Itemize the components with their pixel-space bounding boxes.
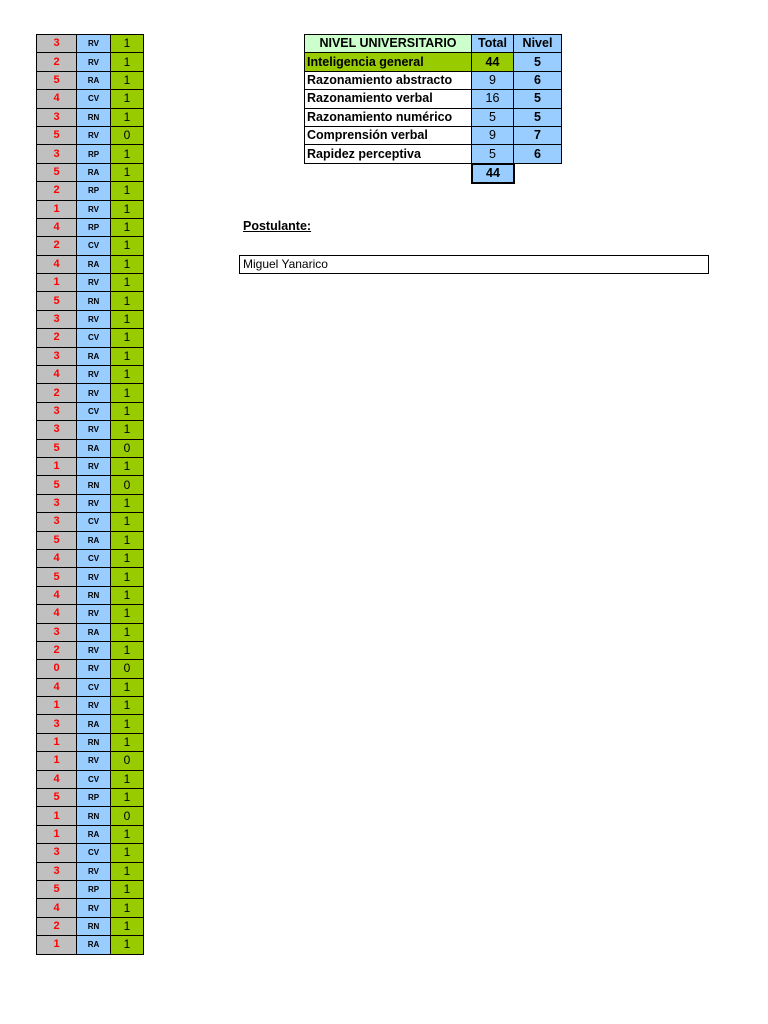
category-cell[interactable]: RV: [77, 862, 111, 880]
points-cell[interactable]: 1: [111, 568, 144, 586]
points-cell[interactable]: 1: [111, 733, 144, 751]
points-cell[interactable]: 0: [111, 807, 144, 825]
answer-cell[interactable]: 5: [37, 476, 77, 494]
points-cell[interactable]: 1: [111, 678, 144, 696]
answer-row: [37, 292, 144, 310]
category-cell[interactable]: RV: [77, 126, 111, 144]
summary-table: [304, 34, 562, 164]
answer-cell[interactable]: 3: [37, 35, 77, 53]
category-cell[interactable]: RN: [77, 476, 111, 494]
points-cell[interactable]: 1: [111, 586, 144, 604]
summary-row-label[interactable]: Razonamiento abstracto: [305, 71, 472, 89]
answer-cell[interactable]: 3: [37, 715, 77, 733]
category-cell[interactable]: CV: [77, 329, 111, 347]
answer-row: [37, 218, 144, 236]
points-cell[interactable]: 1: [111, 513, 144, 531]
answer-row: [37, 439, 144, 457]
points-cell[interactable]: 1: [111, 917, 144, 935]
points-cell[interactable]: 1: [111, 384, 144, 402]
summary-row-total[interactable]: 9: [472, 126, 514, 144]
answer-cell[interactable]: 2: [37, 917, 77, 935]
answer-cell[interactable]: 0: [37, 660, 77, 678]
points-cell[interactable]: 1: [111, 218, 144, 236]
points-cell[interactable]: 1: [111, 310, 144, 328]
answer-row: [37, 605, 144, 623]
points-cell[interactable]: 1: [111, 880, 144, 898]
answer-row: [37, 384, 144, 402]
category-cell[interactable]: RV: [77, 35, 111, 53]
summary-row-label[interactable]: Razonamiento verbal: [305, 90, 472, 108]
category-cell[interactable]: CV: [77, 90, 111, 108]
category-cell[interactable]: RA: [77, 71, 111, 89]
points-cell[interactable]: 1: [111, 605, 144, 623]
points-cell[interactable]: 1: [111, 862, 144, 880]
points-cell[interactable]: 1: [111, 274, 144, 292]
answer-row: [37, 71, 144, 89]
summary-row-nivel[interactable]: 6: [514, 71, 562, 89]
answer-cell[interactable]: 3: [37, 145, 77, 163]
points-cell[interactable]: 1: [111, 35, 144, 53]
answer-cell[interactable]: 3: [37, 623, 77, 641]
answer-cell[interactable]: 2: [37, 329, 77, 347]
answer-cell[interactable]: 3: [37, 421, 77, 439]
summary-row-nivel[interactable]: 5: [514, 108, 562, 126]
points-cell[interactable]: 1: [111, 531, 144, 549]
answer-cell[interactable]: 3: [37, 108, 77, 126]
answer-row: [37, 549, 144, 567]
answer-row: [37, 145, 144, 163]
answer-cell[interactable]: 1: [37, 733, 77, 751]
answer-row: [37, 844, 144, 862]
summary-row: [305, 90, 562, 108]
category-cell[interactable]: CV: [77, 770, 111, 788]
category-cell[interactable]: RV: [77, 274, 111, 292]
answer-cell[interactable]: 2: [37, 384, 77, 402]
answer-row: [37, 862, 144, 880]
answer-row: [37, 402, 144, 420]
answer-row: [37, 476, 144, 494]
points-cell[interactable]: 1: [111, 421, 144, 439]
answer-cell[interactable]: 3: [37, 310, 77, 328]
answer-cell[interactable]: 4: [37, 549, 77, 567]
category-cell[interactable]: RA: [77, 623, 111, 641]
category-cell[interactable]: RV: [77, 421, 111, 439]
points-cell[interactable]: 0: [111, 752, 144, 770]
answer-row: [37, 366, 144, 384]
category-cell[interactable]: RP: [77, 789, 111, 807]
answer-row: [37, 200, 144, 218]
points-cell[interactable]: 1: [111, 789, 144, 807]
answer-cell[interactable]: 4: [37, 605, 77, 623]
answer-row: [37, 770, 144, 788]
answer-row: [37, 513, 144, 531]
category-cell[interactable]: RN: [77, 733, 111, 751]
category-cell[interactable]: RV: [77, 366, 111, 384]
points-cell[interactable]: 1: [111, 255, 144, 273]
answer-row: [37, 697, 144, 715]
category-cell[interactable]: RV: [77, 605, 111, 623]
category-cell[interactable]: CV: [77, 237, 111, 255]
answer-cell[interactable]: 2: [37, 641, 77, 659]
category-cell[interactable]: RV: [77, 568, 111, 586]
summary-row-label[interactable]: Comprensión verbal: [305, 126, 472, 144]
answer-cell[interactable]: 5: [37, 568, 77, 586]
category-cell[interactable]: RV: [77, 641, 111, 659]
points-cell[interactable]: 1: [111, 53, 144, 71]
points-cell[interactable]: 1: [111, 145, 144, 163]
answer-cell[interactable]: 4: [37, 899, 77, 917]
category-cell[interactable]: RP: [77, 145, 111, 163]
summary-header-label[interactable]: NIVEL UNIVERSITARIO: [305, 35, 472, 53]
summary-row-label[interactable]: Inteligencia general: [305, 53, 472, 71]
answer-cell[interactable]: 5: [37, 880, 77, 898]
category-cell[interactable]: RV: [77, 384, 111, 402]
answer-grid: [36, 34, 144, 955]
answer-cell[interactable]: 5: [37, 292, 77, 310]
answer-row: [37, 457, 144, 475]
points-cell[interactable]: 1: [111, 402, 144, 420]
answer-cell[interactable]: 5: [37, 71, 77, 89]
category-cell[interactable]: RP: [77, 182, 111, 200]
category-cell[interactable]: RA: [77, 439, 111, 457]
answer-cell[interactable]: 5: [37, 126, 77, 144]
answer-row: [37, 641, 144, 659]
answer-row: [37, 237, 144, 255]
answer-row: [37, 163, 144, 181]
points-cell[interactable]: 1: [111, 71, 144, 89]
answer-cell[interactable]: 4: [37, 586, 77, 604]
summary-row-total[interactable]: 16: [472, 90, 514, 108]
answer-cell[interactable]: 5: [37, 163, 77, 181]
answer-cell[interactable]: 1: [37, 807, 77, 825]
points-cell[interactable]: 1: [111, 715, 144, 733]
category-cell[interactable]: CV: [77, 678, 111, 696]
answer-row: [37, 329, 144, 347]
category-cell[interactable]: RA: [77, 531, 111, 549]
points-cell[interactable]: 1: [111, 825, 144, 843]
category-cell[interactable]: RV: [77, 53, 111, 71]
answer-row: [37, 789, 144, 807]
summary-row-label[interactable]: Razonamiento numérico: [305, 108, 472, 126]
summary-header-nivel[interactable]: Nivel: [514, 35, 562, 53]
answer-row: [37, 678, 144, 696]
answer-row: [37, 807, 144, 825]
points-cell[interactable]: 1: [111, 899, 144, 917]
points-cell[interactable]: 1: [111, 237, 144, 255]
category-cell[interactable]: RV: [77, 457, 111, 475]
answer-cell[interactable]: 5: [37, 789, 77, 807]
category-cell[interactable]: RV: [77, 200, 111, 218]
summary-row-total[interactable]: 9: [472, 71, 514, 89]
category-cell[interactable]: RN: [77, 108, 111, 126]
answer-cell[interactable]: 5: [37, 439, 77, 457]
category-cell[interactable]: RV: [77, 752, 111, 770]
points-cell[interactable]: 1: [111, 90, 144, 108]
summary-header-row: [305, 35, 562, 53]
points-cell[interactable]: 1: [111, 182, 144, 200]
answer-cell[interactable]: 4: [37, 218, 77, 236]
answer-row: [37, 53, 144, 71]
answer-row: [37, 917, 144, 935]
answer-cell[interactable]: 2: [37, 182, 77, 200]
category-cell[interactable]: RP: [77, 880, 111, 898]
answer-cell[interactable]: 1: [37, 825, 77, 843]
points-cell[interactable]: 1: [111, 770, 144, 788]
answer-cell[interactable]: 3: [37, 347, 77, 365]
answer-row: [37, 752, 144, 770]
answer-cell[interactable]: 1: [37, 200, 77, 218]
answer-cell[interactable]: 2: [37, 237, 77, 255]
points-cell[interactable]: 0: [111, 439, 144, 457]
points-cell[interactable]: 1: [111, 697, 144, 715]
summary-row: [305, 108, 562, 126]
category-cell[interactable]: CV: [77, 513, 111, 531]
answer-row: [37, 310, 144, 328]
summary-row-nivel[interactable]: 5: [514, 90, 562, 108]
answer-cell[interactable]: 4: [37, 770, 77, 788]
answer-cell[interactable]: 3: [37, 844, 77, 862]
answer-cell[interactable]: 3: [37, 513, 77, 531]
answer-cell[interactable]: 1: [37, 752, 77, 770]
category-cell[interactable]: CV: [77, 844, 111, 862]
summary-row-label[interactable]: Rapidez perceptiva: [305, 145, 472, 163]
category-cell[interactable]: RV: [77, 697, 111, 715]
postulante-label: Postulante:: [243, 219, 312, 233]
summary-row-nivel[interactable]: 5: [514, 53, 562, 71]
answer-cell[interactable]: 4: [37, 366, 77, 384]
category-cell[interactable]: CV: [77, 402, 111, 420]
answer-cell[interactable]: 3: [37, 402, 77, 420]
summary-row: [305, 145, 562, 163]
grand-total-cell[interactable]: 44: [471, 163, 515, 184]
points-cell[interactable]: 1: [111, 329, 144, 347]
summary-row-nivel[interactable]: 6: [514, 145, 562, 163]
answer-row: [37, 936, 144, 954]
answer-row: [37, 899, 144, 917]
points-cell[interactable]: 0: [111, 660, 144, 678]
points-cell[interactable]: 1: [111, 494, 144, 512]
category-cell[interactable]: RP: [77, 218, 111, 236]
points-cell[interactable]: 1: [111, 292, 144, 310]
category-cell[interactable]: RA: [77, 715, 111, 733]
category-cell[interactable]: CV: [77, 549, 111, 567]
answer-row: [37, 108, 144, 126]
points-cell[interactable]: 1: [111, 366, 144, 384]
answer-row: [37, 586, 144, 604]
answer-row: [37, 126, 144, 144]
answer-row: [37, 182, 144, 200]
points-cell[interactable]: 0: [111, 126, 144, 144]
category-cell[interactable]: RN: [77, 586, 111, 604]
answer-row: [37, 531, 144, 549]
answer-cell[interactable]: 4: [37, 90, 77, 108]
answer-row: [37, 494, 144, 512]
category-cell[interactable]: RV: [77, 660, 111, 678]
answer-cell[interactable]: 2: [37, 53, 77, 71]
answer-cell[interactable]: 3: [37, 494, 77, 512]
answer-cell[interactable]: 1: [37, 274, 77, 292]
answer-row: [37, 623, 144, 641]
summary-row: [305, 53, 562, 71]
answer-row: [37, 825, 144, 843]
category-cell[interactable]: RV: [77, 899, 111, 917]
answer-row: [37, 35, 144, 53]
answer-row: [37, 660, 144, 678]
summary-row-total[interactable]: 5: [472, 145, 514, 163]
answer-row: [37, 733, 144, 751]
answer-cell[interactable]: 4: [37, 678, 77, 696]
points-cell[interactable]: 1: [111, 457, 144, 475]
points-cell[interactable]: 1: [111, 623, 144, 641]
summary-row: [305, 126, 562, 144]
points-cell[interactable]: 1: [111, 549, 144, 567]
summary-row-nivel[interactable]: 7: [514, 126, 562, 144]
answer-cell[interactable]: 5: [37, 531, 77, 549]
points-cell[interactable]: 1: [111, 163, 144, 181]
category-cell[interactable]: RA: [77, 163, 111, 181]
summary-row-total[interactable]: 44: [472, 53, 514, 71]
summary-row-total[interactable]: 5: [472, 108, 514, 126]
postulante-name-field[interactable]: Miguel Yanarico: [239, 255, 709, 274]
answer-cell[interactable]: 4: [37, 255, 77, 273]
category-cell[interactable]: RA: [77, 936, 111, 954]
category-cell[interactable]: RA: [77, 347, 111, 365]
answer-cell[interactable]: 3: [37, 862, 77, 880]
answer-cell[interactable]: 1: [37, 457, 77, 475]
category-cell[interactable]: RN: [77, 917, 111, 935]
answer-row: [37, 255, 144, 273]
answer-cell[interactable]: 1: [37, 697, 77, 715]
summary-row: [305, 71, 562, 89]
answer-row: [37, 90, 144, 108]
points-cell[interactable]: 1: [111, 641, 144, 659]
category-cell[interactable]: RV: [77, 494, 111, 512]
answer-row: [37, 274, 144, 292]
category-cell[interactable]: RN: [77, 292, 111, 310]
answer-row: [37, 568, 144, 586]
answer-row: [37, 421, 144, 439]
answer-row: [37, 347, 144, 365]
points-cell[interactable]: 1: [111, 108, 144, 126]
category-cell[interactable]: RA: [77, 825, 111, 843]
answer-row: [37, 715, 144, 733]
answer-row: [37, 880, 144, 898]
summary-header-total[interactable]: Total: [472, 35, 514, 53]
category-cell[interactable]: RN: [77, 807, 111, 825]
points-cell[interactable]: 1: [111, 200, 144, 218]
points-cell[interactable]: 1: [111, 844, 144, 862]
answer-cell[interactable]: 1: [37, 936, 77, 954]
category-cell[interactable]: RV: [77, 310, 111, 328]
points-cell[interactable]: 0: [111, 476, 144, 494]
points-cell[interactable]: 1: [111, 936, 144, 954]
points-cell[interactable]: 1: [111, 347, 144, 365]
category-cell[interactable]: RA: [77, 255, 111, 273]
